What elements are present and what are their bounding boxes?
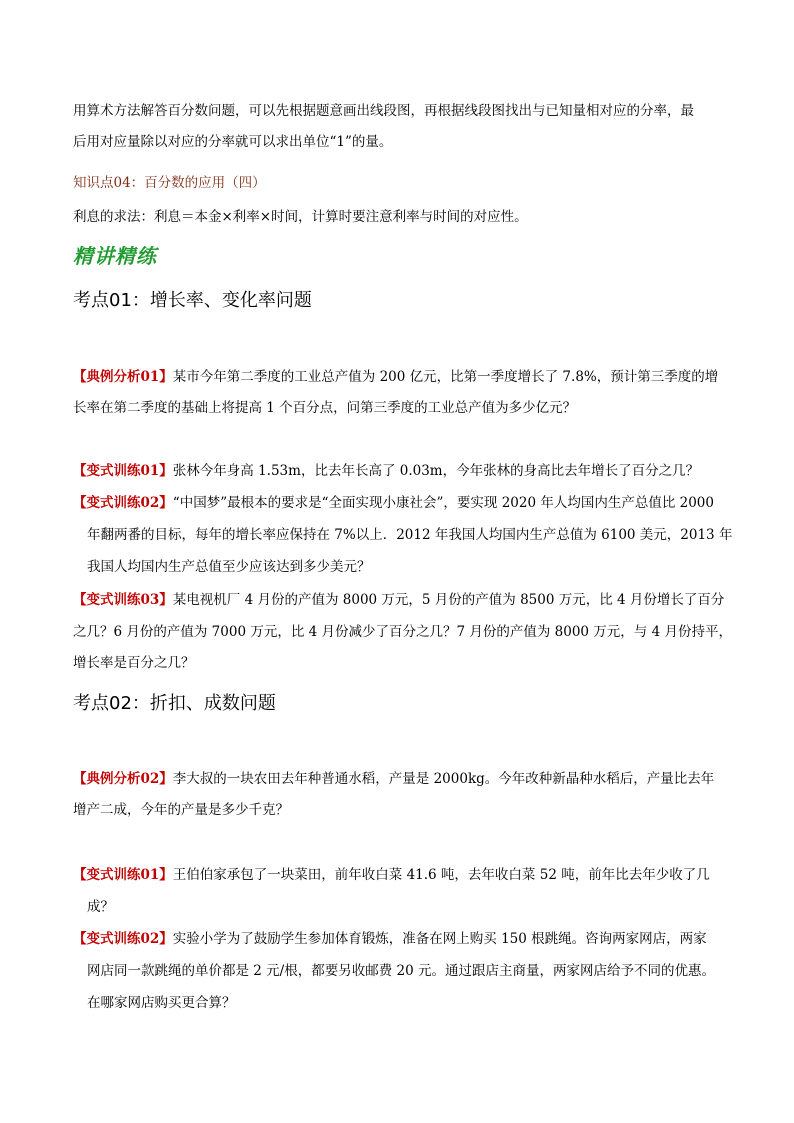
example-2-line-1 bbox=[73, 768, 714, 790]
practice-text: 某电视机厂 4 月份的产值为 8000 万元，5 月份的产值为 8500 万元，比 4 月份增长了百分 bbox=[172, 592, 725, 608]
example-tag: 【典例分析01】 bbox=[73, 369, 173, 385]
practice-1-2-line-2: 年翻两番的目标，每年的增长率应保持在 7%以上．2012 年我国人均国内生产总值为 6100 美元，2013 年 bbox=[87, 527, 733, 543]
example-2-line-2: 增产二成，今年的产量是多少千克？ bbox=[73, 802, 289, 818]
practice-text: “中国梦”最根本的要求是“全面实现小康社会”，要实现 2020 年人均国内生产总值比 2000 bbox=[172, 495, 714, 511]
practice-tag: 【变式训练03】 bbox=[73, 592, 173, 608]
intro-line-2: 后用对应量除以对应的分率就可以求出单位“1”的量。 bbox=[73, 134, 393, 150]
topic-1-title: 考点01：增长率、变化率问题 bbox=[73, 290, 312, 311]
section-heading: 精讲精练 bbox=[73, 244, 157, 268]
practice-1-3-line-2: 之几？6 月份的产值为 7000 万元，比 4 月份减少了百分之几？7 月份的产值为 8000 万元，与 4 月份持平， bbox=[73, 624, 732, 640]
intro-line-1: 用算术方法解答百分数问题，可以先根据题意画出线段图，再根据线段图找出与已知量相对应的分率，最 bbox=[73, 103, 694, 119]
practice-2-2-line-3: 在哪家网店购买更合算？ bbox=[87, 995, 236, 1011]
practice-1-1 bbox=[73, 460, 699, 482]
practice-1-3-line-3: 增长率是百分之几？ bbox=[73, 655, 195, 671]
practice-tag: 【变式训练02】 bbox=[73, 931, 173, 947]
practice-tag: 【变式训练01】 bbox=[73, 463, 173, 479]
practice-text: 王伯伯家承包了一块菜田，前年收白菜 41.6 吨，去年收白菜 52 吨，前年比去年少收了几 bbox=[172, 867, 710, 883]
practice-text: 实验小学为了鼓励学生参加体育锻炼，准备在网上购买 150 根跳绳。咨询两家网店，两家 bbox=[172, 931, 707, 947]
example-tag: 【典例分析02】 bbox=[73, 771, 173, 787]
practice-tag: 【变式训练01】 bbox=[73, 867, 173, 883]
practice-tag: 【变式训练02】 bbox=[73, 495, 173, 511]
topic-2-title: 考点02：折扣、成数问题 bbox=[73, 693, 276, 714]
practice-text: 张林今年身高 1.53m，比去年长高了 0.03m，今年张林的身高比去年增长了百分之几？ bbox=[172, 463, 700, 479]
practice-1-3-line-1 bbox=[73, 589, 724, 611]
example-text: 李大叔的一块农田去年种普通水稻，产量是 2000kg。今年改种新晶种水稻后，产量比去年 bbox=[172, 771, 715, 787]
example-1-line-2: 长率在第二季度的基础上将提高 1 个百分点，问第三季度的工业总产值为多少亿元？ bbox=[73, 400, 577, 416]
practice-1-2-line-1 bbox=[73, 492, 714, 514]
practice-2-2-line-2: 网店同一款跳绳的单价都是 2 元/根，都要另收邮费 20 元。通过跟店主商量，两家网店给予不同的优惠。 bbox=[87, 963, 715, 979]
example-1-line-1 bbox=[73, 366, 718, 388]
practice-2-1-line-2: 成？ bbox=[87, 899, 114, 915]
practice-2-1-line-1 bbox=[73, 864, 710, 886]
practice-2-2-line-1 bbox=[73, 928, 707, 950]
interest-formula: 利息的求法：利息＝本金×利率×时间，计算时要注意利率与时间的对应性。 bbox=[73, 209, 528, 225]
knowledge-point-heading: 知识点04：百分数的应用（四） bbox=[73, 175, 266, 191]
example-text: 某市今年第二季度的工业总产值为 200 亿元，比第一季度增长了 7.8%，预计第三季度的增 bbox=[172, 369, 719, 385]
practice-1-2-line-3: 我国人均国内生产总值至少应该达到多少美元？ bbox=[87, 559, 371, 575]
